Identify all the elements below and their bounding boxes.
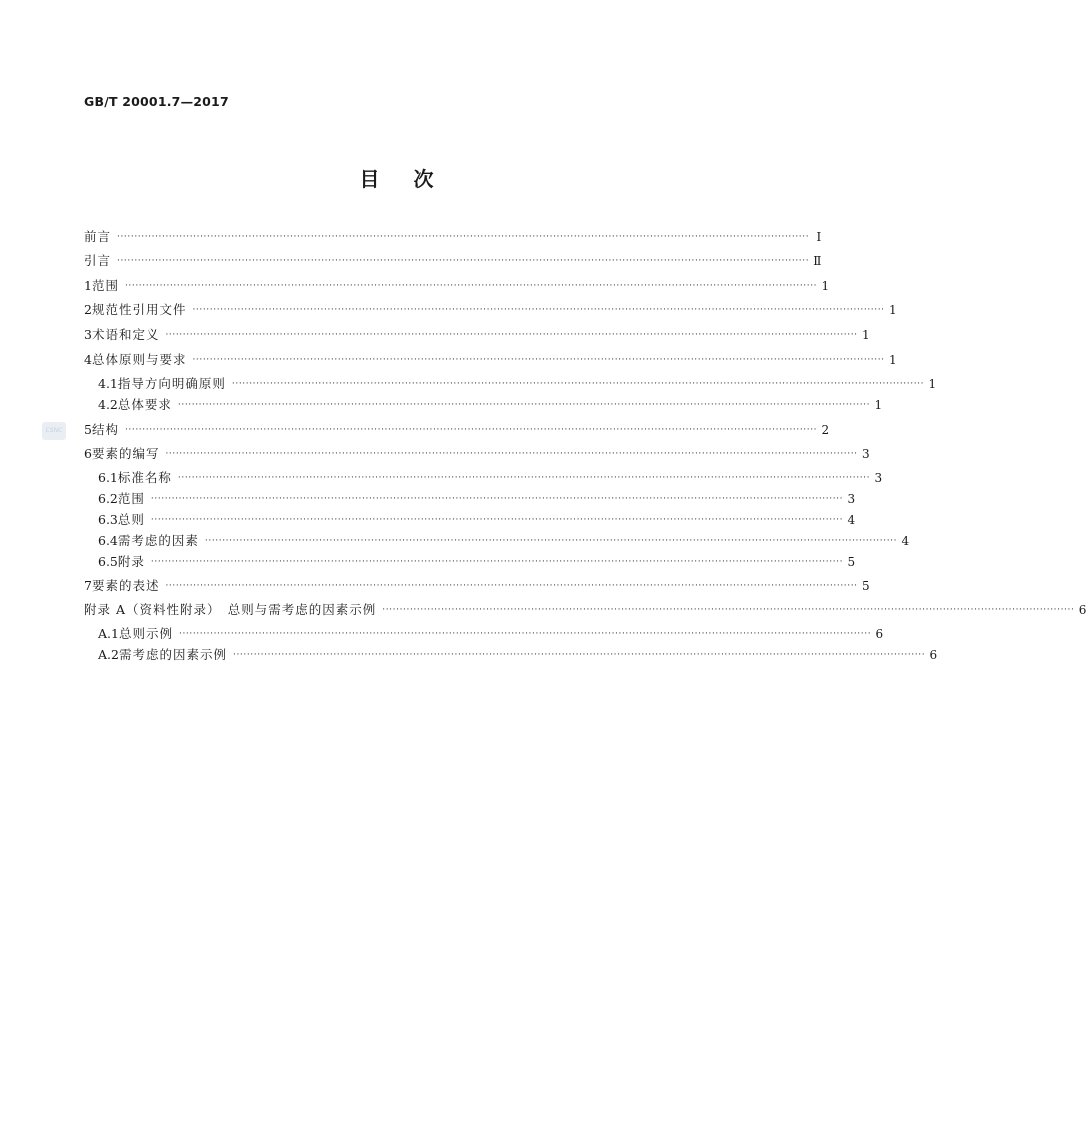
toc-entry-label: 附录 xyxy=(117,554,145,569)
toc-entry-number: 6 xyxy=(84,446,92,461)
toc-entry-page: 1 xyxy=(889,303,897,317)
toc-leader-dots: ········································································································································································································ xyxy=(177,473,871,483)
toc-entry-6[interactable] xyxy=(84,446,870,462)
toc-entry-label: 总则 xyxy=(117,512,145,527)
toc-entry-label: 需考虑的因素 xyxy=(117,533,199,548)
toc-entry-page: 1 xyxy=(862,328,870,342)
toc-entry-number: 5 xyxy=(84,422,92,437)
toc-entry-number: 6.1 xyxy=(98,470,118,485)
toc-entry-annex-a[interactable] xyxy=(84,602,1086,618)
standard-code: GB/T 20001.7—2017 xyxy=(84,94,229,109)
toc-entry-6-3[interactable] xyxy=(98,512,856,528)
toc-entry-6-5[interactable] xyxy=(98,554,856,570)
toc-entry-label: 规范性引用文件 xyxy=(91,302,187,317)
toc-entry-a-2[interactable] xyxy=(98,647,938,663)
toc-entry-1[interactable] xyxy=(84,278,830,294)
toc-leader-dots: ········································································································································································································ xyxy=(178,629,872,639)
toc-entry-3[interactable] xyxy=(84,327,870,343)
toc-entry-6-1[interactable] xyxy=(98,470,883,486)
toc-entry-label: 范围 xyxy=(91,278,119,293)
toc-leader-dots: ········································································································································································································ xyxy=(232,650,926,660)
toc-leader-dots: ········································································································································································································ xyxy=(124,281,818,291)
toc-entry-label: 附录 A（资料性附录） 总则与需考虑的因素示例 xyxy=(84,602,377,617)
toc-entry-number: 6.2 xyxy=(98,491,118,506)
toc-entry-4-1[interactable] xyxy=(98,376,937,392)
toc-entry-label: 总则示例 xyxy=(118,626,173,641)
toc-entry-page: 3 xyxy=(874,471,883,485)
toc-entry-number: 6.3 xyxy=(98,512,118,527)
toc-entry-page: 1 xyxy=(928,377,937,391)
toc-entry-page: 6 xyxy=(875,627,884,641)
toc-entry-number: 4.2 xyxy=(98,397,118,412)
toc-leader-dots: ········································································································································································································ xyxy=(117,232,810,242)
toc-entry-page: 6 xyxy=(1078,603,1086,617)
toc-entry-label: 总体原则与要求 xyxy=(91,352,187,367)
toc-entry-number: A.1 xyxy=(98,626,119,641)
toc-entry-number: 6.5 xyxy=(98,554,118,569)
toc-entry-page: 1 xyxy=(889,353,897,367)
toc-entry-4-2[interactable] xyxy=(98,397,883,413)
toc-entry-label: 标准名称 xyxy=(117,470,172,485)
toc-entry-label: 要素的表述 xyxy=(91,578,160,593)
toc-entry-7[interactable] xyxy=(84,578,870,594)
watermark-logo: CSNC xyxy=(42,422,66,440)
toc-leader-dots: ········································································································································································································ xyxy=(124,425,818,435)
toc-entry-number: 2 xyxy=(84,302,92,317)
toc-entry-label: 要素的编写 xyxy=(91,446,160,461)
toc-entry-a-1[interactable] xyxy=(98,626,884,642)
toc-entry-page: 5 xyxy=(847,555,856,569)
toc-leader-dots: ········································································································································································································ xyxy=(165,449,858,459)
toc-entry-label: 术语和定义 xyxy=(91,327,160,342)
toc-entry-number: 4.1 xyxy=(98,376,118,391)
toc-entry-page: Ⅱ xyxy=(813,254,822,268)
toc-entry-number: 3 xyxy=(84,327,92,342)
toc-leader-dots: ········································································································································································································ xyxy=(231,379,925,389)
toc-entry-page: 3 xyxy=(862,447,870,461)
toc-entry-page: 1 xyxy=(874,398,883,412)
toc-leader-dots: ········································································································································································································ xyxy=(150,494,844,504)
toc-entry-number: A.2 xyxy=(98,647,119,662)
toc-leader-dots: ········································································································································································································ xyxy=(150,515,844,525)
toc-leader-dots: ········································································································································································································ xyxy=(192,355,885,365)
toc-entry-4[interactable] xyxy=(84,352,897,368)
toc-entry-foreword[interactable] xyxy=(84,229,822,245)
toc-entry-number: 6.4 xyxy=(98,533,118,548)
toc-entry-page: 4 xyxy=(847,513,856,527)
toc-leader-dots: ········································································································································································································ xyxy=(204,536,898,546)
toc-leader-dots: ········································································································································································································ xyxy=(165,581,858,591)
toc-entry-page: Ⅰ xyxy=(816,230,822,244)
toc-entry-page: 5 xyxy=(862,579,870,593)
toc-leader-dots: ········································································································································································································ xyxy=(117,256,810,266)
toc-leader-dots: ········································································································································································································ xyxy=(177,400,871,410)
toc-entry-page: 4 xyxy=(901,534,910,548)
toc-leader-dots: ········································································································································································································ xyxy=(382,605,1075,615)
toc-entry-label: 总体要求 xyxy=(117,397,172,412)
page-title: 目次 xyxy=(359,167,468,191)
toc-entry-number: 7 xyxy=(84,578,92,593)
toc-entry-label: 需考虑的因素示例 xyxy=(118,647,227,662)
toc-entry-label: 范围 xyxy=(117,491,145,506)
toc-leader-dots: ········································································································································································································ xyxy=(192,305,885,315)
toc-entry-page: 6 xyxy=(929,648,938,662)
toc-entry-introduction[interactable] xyxy=(84,253,822,269)
toc-entry-page: 1 xyxy=(821,279,830,293)
toc-entry-label: 指导方向明确原则 xyxy=(117,376,226,391)
toc-entry-6-2[interactable] xyxy=(98,491,856,507)
toc-entry-6-4[interactable] xyxy=(98,533,910,549)
toc-entry-label: 结构 xyxy=(91,422,119,437)
toc-leader-dots: ········································································································································································································ xyxy=(165,330,858,340)
toc-entry-page: 3 xyxy=(847,492,856,506)
toc-entry-number: 4 xyxy=(84,352,92,367)
toc-entry-2[interactable] xyxy=(84,302,897,318)
toc-entry-label: 前言 xyxy=(84,229,112,244)
toc-leader-dots: ········································································································································································································ xyxy=(150,557,844,567)
toc-entry-label: 引言 xyxy=(84,253,112,268)
toc-entry-number: 1 xyxy=(84,278,92,293)
toc-entry-page: 2 xyxy=(821,423,830,437)
toc-entry-5[interactable] xyxy=(84,422,830,438)
